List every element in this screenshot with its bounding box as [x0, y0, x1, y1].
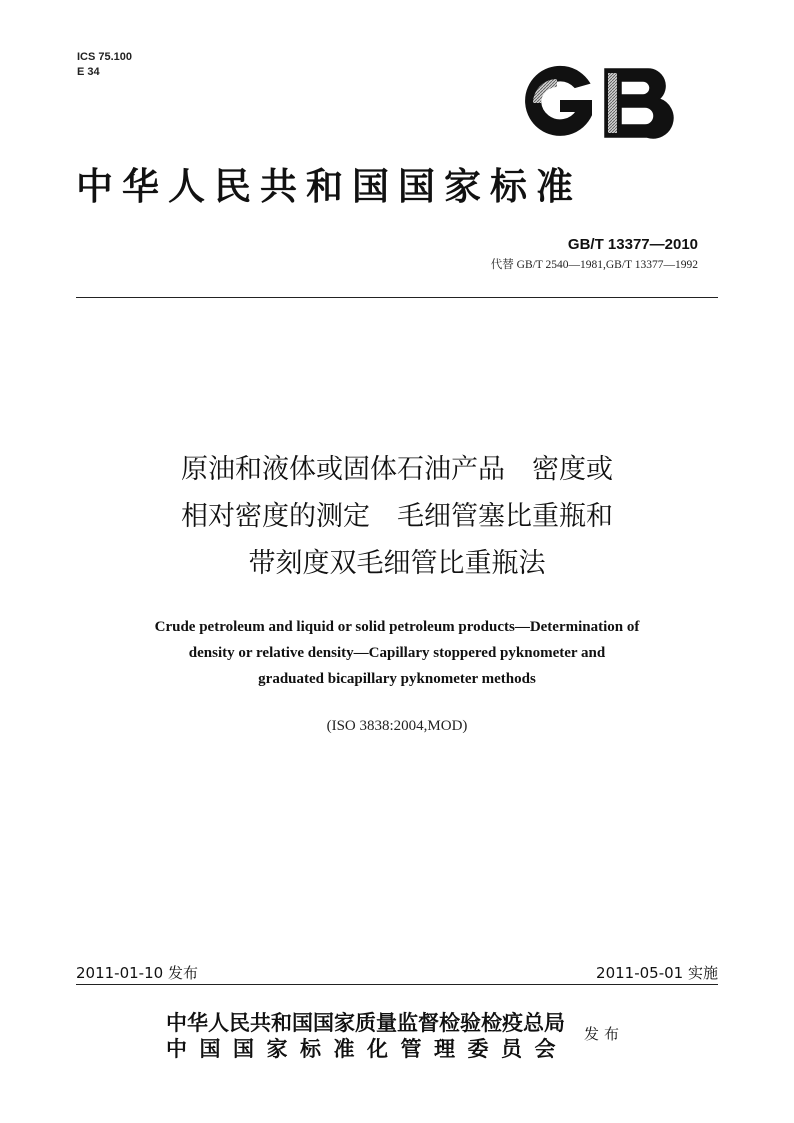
ics-block	[77, 50, 132, 80]
issuer-sac: 中国国家标准化管理委员会	[166, 1036, 568, 1061]
title-en-line-2: density or relative density—Capillary stoppered pyknometer and	[188, 645, 606, 661]
title-chinese	[60, 446, 734, 587]
standard-number: GB/T 13377—2010	[567, 236, 698, 253]
issue-date: 2011-01-10 发布	[76, 964, 198, 982]
replaced-standards: 代替 GB/T 2540—1981,GB/T 13377—1992	[490, 259, 698, 271]
title-en-line-3: graduated bicapillary pyknometer methods	[258, 671, 536, 687]
implementation-date: 2011-05-01 实施	[596, 964, 718, 982]
national-standard-heading: 中华人民共和国国家标准	[76, 165, 582, 208]
header-divider	[76, 297, 718, 298]
ics-code: ICS 75.100	[77, 51, 133, 63]
footer-divider	[76, 984, 718, 985]
title-zh-line-2: 相对密度的测定 毛细管塞比重瓶和	[181, 501, 613, 532]
ccs-code: E 34	[77, 66, 100, 78]
iso-adoption: (ISO 3838:2004,MOD)	[326, 718, 468, 734]
title-zh-line-1: 原油和液体或固体石油产品 密度或	[181, 454, 613, 485]
title-en-line-1: Crude petroleum and liquid or solid petroleum products—Determination of	[154, 619, 640, 635]
issuer-aqsiq: 中华人民共和国国家质量监督检验检疫总局	[166, 1010, 565, 1035]
title-english	[60, 614, 734, 692]
title-zh-line-3: 带刻度双毛细管比重瓶法	[248, 548, 546, 579]
issue-label: 发布	[584, 1025, 625, 1043]
gb-logo	[519, 63, 677, 143]
issuing-authorities	[166, 1010, 568, 1062]
